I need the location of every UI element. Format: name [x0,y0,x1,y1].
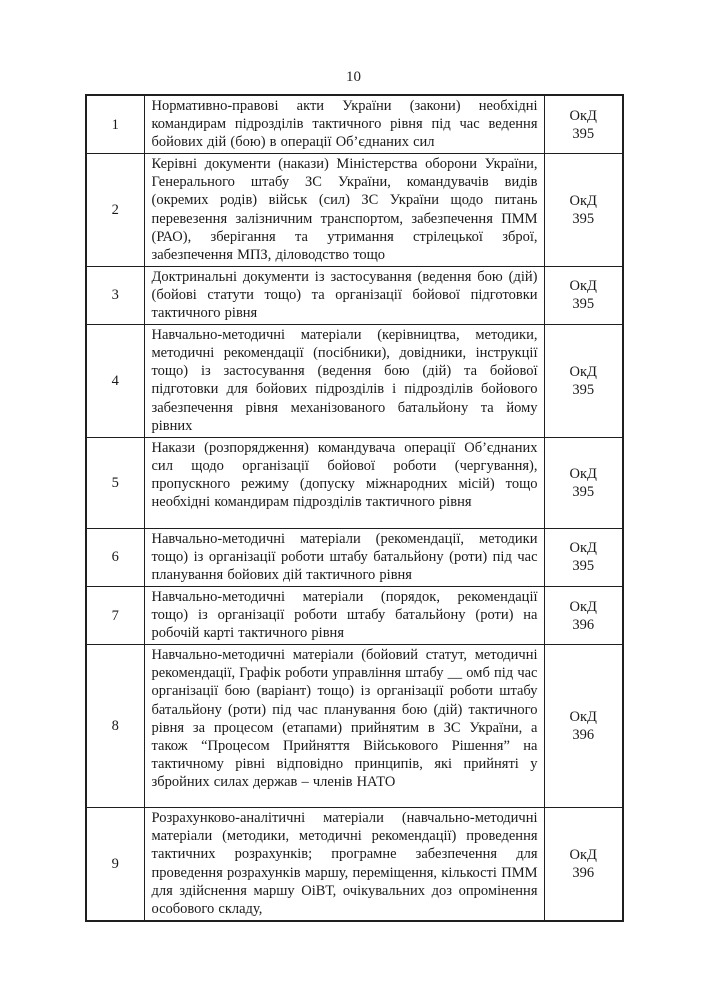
code-number: 396 [572,865,595,882]
table-row [86,437,623,528]
code-number: 395 [572,483,595,500]
table-row [86,645,623,808]
document-table [85,94,624,922]
code-number: 395 [572,558,595,575]
code-label: ОкД [569,598,597,615]
code-label: ОкД [569,709,597,726]
code-label: ОкД [569,540,597,557]
row-description: Керівні документи (накази) Міністерства оборони України, Генерального штабу ЗС України, командувачів видів (окремих родів) військ (сил) ЗС України щодо питань перевезення залізничним транспортом, забезпечення ПММ (РАО), зберігання та утримання стрілецької зброї, забезпечення МПЗ, діловодство тощо [144,154,544,267]
row-code [544,95,623,154]
row-description: Навчально-методичні матеріали (бойовий статут, методичні рекомендації, Графік роботи управління штабу __ омб під час організації бою (варіант) тощо) із організації роботи штабу батальйону (роти) під час планування бою (дій) тактичного рівня за процесом (етапами) прийнятим в ЗС України, а також “Процесом Прийняття Військового Рішення” на тактичному рівні відповідно принципів, які прийняті у збройних силах держав – членів НАТО [144,645,544,808]
table-row [86,95,623,154]
row-number: 6 [86,528,144,586]
code-label: ОкД [569,363,597,380]
row-description: Розрахунково-аналітичні матеріали (навчально-методичні матеріали (методики, методичні рекомендації) проведення тактичних розрахунків; програмне забезпечення для проведення розрахунків маршу, переміщення, кількості ПММ для здійснення маршу ОіВТ, очікувальних доз опромінення особового складу, [144,808,544,921]
row-code [544,325,623,438]
table-row [86,808,623,921]
code-number: 395 [572,381,595,398]
row-description: Накази (розпорядження) командувача операції Об’єднаних сил щодо організації бойової роботи (чергування), пропускного режиму (допуску міжнародних місій) тощо необхідні командирам підрозділів тактичного рівня [144,437,544,528]
row-description: Навчально-методичні матеріали (керівництва, методики, методичні рекомендації (посібники), довідники, інструкції тощо) із застосування (ведення бою (дій) та бойової підготовки для бойових підрозділів і підрозділів бойового забезпечення рівня механізованого батальйону та йому рівних [144,325,544,438]
row-description: Навчально-методичні матеріали (рекомендації, методики тощо) із організації роботи штабу батальйону (роти) під час планування бойових дій тактичного рівня [144,528,544,586]
row-code [544,266,623,324]
row-number: 1 [86,95,144,154]
row-code [544,528,623,586]
row-description: Навчально-методичні матеріали (порядок, рекомендації тощо) із організації роботи штабу батальйону (роти) на робочій карті тактичного рівня [144,586,544,644]
code-label: ОкД [569,465,597,482]
table-row [86,586,623,644]
row-description: Нормативно-правові акти України (закони) необхідні командирам підрозділів тактичного рівня під час ведення бойових дій (бою) в операції Об’єднаних сил [144,95,544,154]
code-label: ОкД [569,107,597,124]
code-label: ОкД [569,192,597,209]
row-code [544,437,623,528]
row-code [544,586,623,644]
row-code [544,808,623,921]
row-code [544,645,623,808]
row-number: 5 [86,437,144,528]
code-number: 396 [572,727,595,744]
table-row [86,325,623,438]
code-number: 395 [572,296,595,313]
row-number: 9 [86,808,144,921]
page-number: 10 [346,69,361,85]
row-number: 3 [86,266,144,324]
row-number: 7 [86,586,144,644]
code-number: 396 [572,616,595,633]
table-row [86,266,623,324]
row-number: 2 [86,154,144,267]
code-label: ОкД [569,278,597,295]
row-number: 4 [86,325,144,438]
table-row [86,528,623,586]
row-code [544,154,623,267]
row-description: Доктринальні документи із застосування (ведення бою (дій) (бойові статути тощо) та організації бойової підготовки тактичного рівня [144,266,544,324]
row-number: 8 [86,645,144,808]
table-row [86,154,623,267]
code-number: 395 [572,211,595,228]
code-number: 395 [572,125,595,142]
code-label: ОкД [569,846,597,863]
